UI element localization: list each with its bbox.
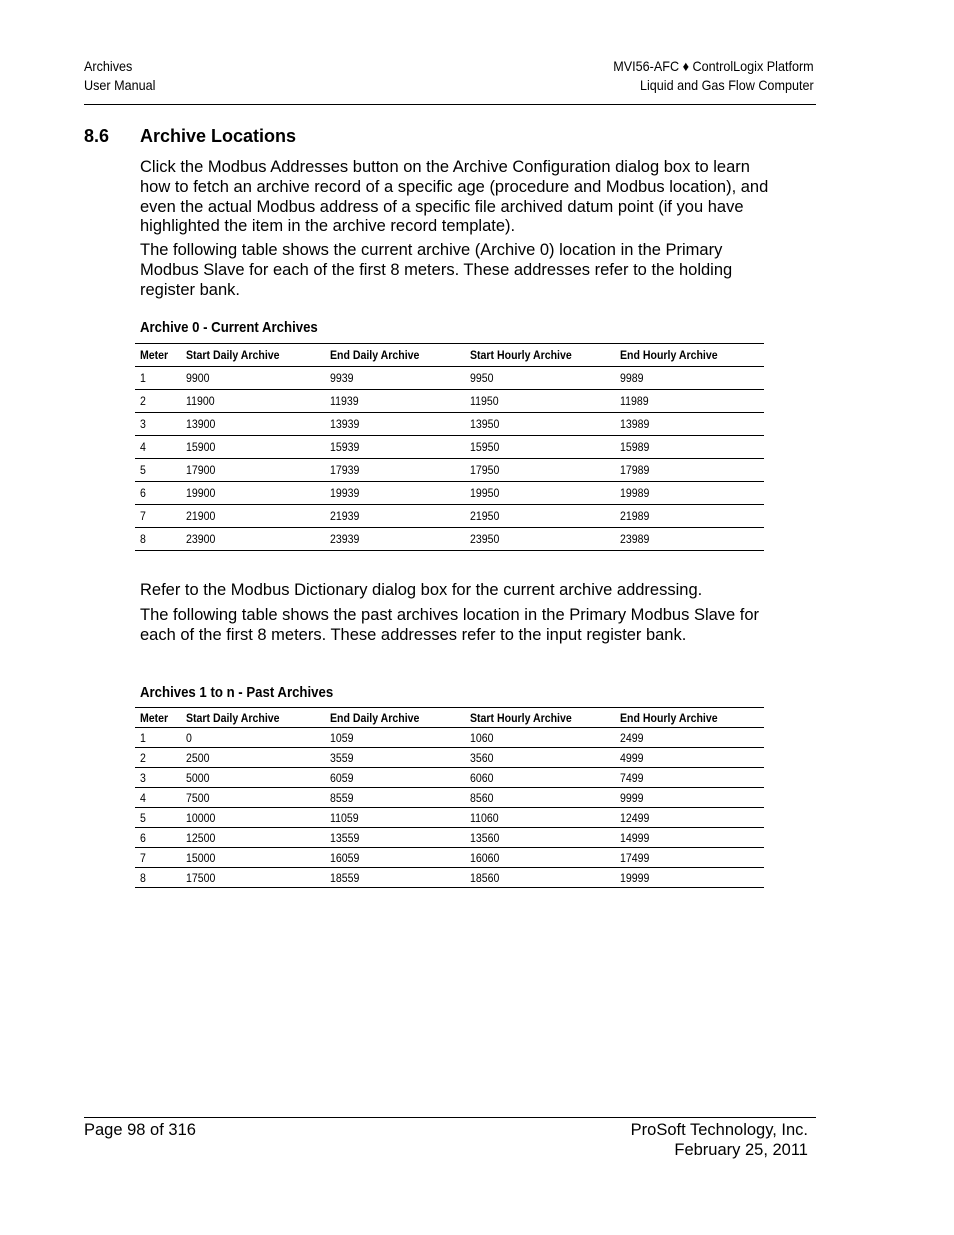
- cell-end-daily: 17939: [330, 463, 360, 477]
- cell-start-hourly: 17950: [470, 463, 500, 477]
- current-archives-table: [135, 343, 764, 551]
- table-row: [135, 459, 764, 482]
- column-header-start-daily: Start Daily Archive: [186, 348, 280, 362]
- cell-start-daily: 12500: [186, 830, 216, 845]
- cell-start-hourly: 21950: [470, 509, 500, 523]
- cell-end-hourly: 9999: [620, 790, 644, 805]
- cell-start-daily: 5000: [186, 770, 210, 785]
- cell-end-hourly: 15989: [620, 440, 650, 454]
- footer-company: ProSoft Technology, Inc.: [630, 1121, 808, 1139]
- cell-start-daily: 10000: [186, 810, 216, 825]
- cell-end-hourly: 13989: [620, 417, 650, 431]
- cell-start-hourly: 1060: [470, 730, 494, 745]
- cell-start-hourly: 13950: [470, 417, 500, 431]
- table-row: [135, 728, 764, 748]
- past-archives-paragraph: The following table shows the past archives location in the Primary Modbus Slave for each of the first 8 meters. These addresses refer to the input register bank.: [140, 606, 760, 644]
- cell-start-daily: 13900: [186, 417, 216, 431]
- column-header-meter: Meter: [140, 710, 169, 725]
- cell-end-hourly: 9989: [620, 371, 644, 385]
- cell-end-hourly: 17499: [620, 850, 650, 865]
- cell-end-hourly: 17989: [620, 463, 650, 477]
- cell-start-hourly: 11060: [470, 810, 499, 825]
- cell-meter: 5: [140, 810, 146, 825]
- cell-start-daily: 17500: [186, 870, 216, 885]
- column-header-meter: Meter: [140, 348, 169, 362]
- header-chapter: Archives: [84, 58, 133, 74]
- cell-end-daily: 6059: [330, 770, 354, 785]
- column-header-start-daily: Start Daily Archive: [186, 710, 280, 725]
- cell-end-daily: 9939: [330, 371, 354, 385]
- cell-start-daily: 15900: [186, 440, 216, 454]
- header-product-subtitle: Liquid and Gas Flow Computer: [640, 77, 814, 93]
- table-caption-past-archives: Archives 1 to n - Past Archives: [140, 684, 334, 701]
- table-row: [135, 868, 764, 888]
- cell-meter: 7: [140, 509, 146, 523]
- table-row: [135, 528, 764, 551]
- cell-end-hourly: 21989: [620, 509, 650, 523]
- cell-end-daily: 11939: [330, 394, 359, 408]
- cell-start-hourly: 9950: [470, 371, 494, 385]
- cell-end-hourly: 14999: [620, 830, 650, 845]
- cell-meter: 8: [140, 870, 146, 885]
- cell-end-hourly: 23989: [620, 532, 650, 546]
- table-row: [135, 413, 764, 436]
- cell-start-hourly: 13560: [470, 830, 500, 845]
- section-title: Archive Locations: [140, 126, 297, 146]
- cell-meter: 4: [140, 790, 146, 805]
- cell-start-hourly: 6060: [470, 770, 494, 785]
- cell-start-daily: 9900: [186, 371, 210, 385]
- cell-end-daily: 13939: [330, 417, 360, 431]
- table-row: [135, 390, 764, 413]
- cell-start-daily: 21900: [186, 509, 216, 523]
- cell-start-daily: 23900: [186, 532, 216, 546]
- table-row: [135, 367, 764, 390]
- cell-meter: 8: [140, 532, 146, 546]
- cell-end-daily: 15939: [330, 440, 360, 454]
- cell-end-hourly: 12499: [620, 810, 650, 825]
- cell-meter: 1: [140, 371, 146, 385]
- cell-end-daily: 1059: [330, 730, 354, 745]
- cell-start-hourly: 3560: [470, 750, 494, 765]
- current-archive-paragraph: The following table shows the current archive (Archive 0) location in the Primary Modbus Slave for each of the first 8 meters. These addresses refer to the holding register bank.: [140, 241, 733, 299]
- table-row: [135, 848, 764, 868]
- cell-end-daily: 18559: [330, 870, 360, 885]
- cell-end-daily: 23939: [330, 532, 360, 546]
- intro-paragraph: Click the Modbus Addresses button on the Archive Configuration dialog box to learn how to fetch an archive record of a specific age (procedure and Modbus location), and even the actual Modbus address of a specific file archived datum point (if you have highlighted the item in the archive record template).: [140, 158, 769, 236]
- cell-meter: 6: [140, 486, 146, 500]
- cell-end-daily: 13559: [330, 830, 360, 845]
- table-caption-current-archives: Archive 0 - Current Archives: [140, 319, 318, 336]
- table-row: [135, 808, 764, 828]
- cell-start-hourly: 11950: [470, 394, 499, 408]
- cell-meter: 5: [140, 463, 146, 477]
- cell-end-daily: 8559: [330, 790, 354, 805]
- cell-meter: 1: [140, 730, 146, 745]
- cell-end-daily: 3559: [330, 750, 354, 765]
- cell-start-daily: 7500: [186, 790, 210, 805]
- cell-meter: 3: [140, 417, 146, 431]
- past-archives-table: [135, 707, 764, 888]
- cell-meter: 4: [140, 440, 146, 454]
- cell-end-hourly: 19989: [620, 486, 650, 500]
- cell-start-daily: 11900: [186, 394, 215, 408]
- cell-start-hourly: 15950: [470, 440, 500, 454]
- cell-start-daily: 19900: [186, 486, 216, 500]
- cell-meter: 6: [140, 830, 146, 845]
- header-product: MVI56-AFC ♦ ControlLogix Platform: [613, 58, 814, 74]
- cell-start-daily: 17900: [186, 463, 216, 477]
- column-header-end-daily: End Daily Archive: [330, 348, 420, 362]
- table-header-row: [135, 708, 764, 728]
- cell-end-hourly: 2499: [620, 730, 644, 745]
- cell-end-hourly: 11989: [620, 394, 649, 408]
- cell-meter: 3: [140, 770, 146, 785]
- table-row: [135, 482, 764, 505]
- cell-end-hourly: 7499: [620, 770, 644, 785]
- dictionary-paragraph: Refer to the Modbus Dictionary dialog box for the current archive addressing.: [140, 581, 703, 599]
- cell-end-hourly: 19999: [620, 870, 650, 885]
- cell-start-daily: 0: [186, 730, 192, 745]
- table-row: [135, 828, 764, 848]
- page-number: Page 98 of 316: [84, 1121, 196, 1139]
- table-row: [135, 436, 764, 459]
- table-row: [135, 788, 764, 808]
- column-header-start-hourly: Start Hourly Archive: [470, 348, 572, 362]
- cell-start-hourly: 16060: [470, 850, 500, 865]
- header-divider: [84, 104, 816, 105]
- table-row: [135, 748, 764, 768]
- cell-end-daily: 11059: [330, 810, 359, 825]
- column-header-end-hourly: End Hourly Archive: [620, 710, 718, 725]
- footer-date: February 25, 2011: [674, 1141, 808, 1159]
- table-row: [135, 505, 764, 528]
- footer-divider: [84, 1117, 816, 1118]
- column-header-start-hourly: Start Hourly Archive: [470, 710, 572, 725]
- cell-end-daily: 16059: [330, 850, 360, 865]
- section-number: 8.6: [84, 126, 110, 146]
- cell-end-hourly: 4999: [620, 750, 644, 765]
- cell-meter: 2: [140, 750, 146, 765]
- cell-start-hourly: 18560: [470, 870, 500, 885]
- header-manual-type: User Manual: [84, 77, 156, 93]
- table-header-row: [135, 344, 764, 367]
- page-footer-right: [631, 1120, 808, 1160]
- cell-end-daily: 21939: [330, 509, 360, 523]
- cell-end-daily: 19939: [330, 486, 360, 500]
- table-row: [135, 768, 764, 788]
- cell-start-hourly: 19950: [470, 486, 500, 500]
- cell-meter: 2: [140, 394, 146, 408]
- cell-start-hourly: 23950: [470, 532, 500, 546]
- column-header-end-hourly: End Hourly Archive: [620, 348, 718, 362]
- cell-start-daily: 2500: [186, 750, 210, 765]
- column-header-end-daily: End Daily Archive: [330, 710, 420, 725]
- cell-start-hourly: 8560: [470, 790, 494, 805]
- page-header-left: [84, 57, 155, 95]
- page-header-right: [614, 57, 814, 95]
- cell-meter: 7: [140, 850, 146, 865]
- cell-start-daily: 15000: [186, 850, 216, 865]
